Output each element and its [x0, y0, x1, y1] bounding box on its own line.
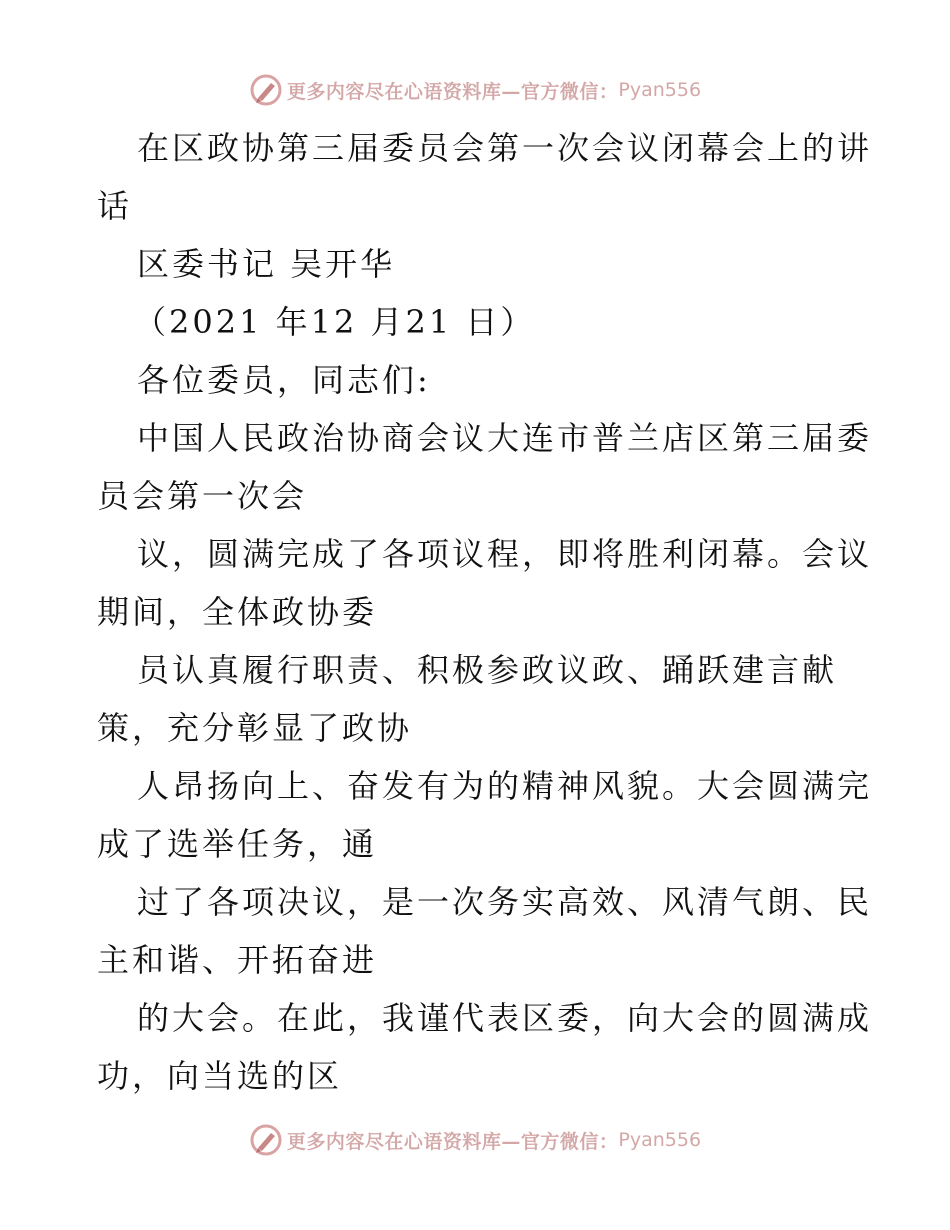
body-line: 员会第一次会: [97, 477, 308, 515]
author-line: 区委书记 吴开华: [137, 245, 396, 283]
body-line: 成了选举任务，通: [97, 825, 378, 863]
body-line: 期间，全体政协委: [97, 593, 378, 631]
body-line: 议，圆满完成了各项议程，即将胜利闭幕。会议: [137, 535, 873, 573]
title-line-2: 话: [97, 187, 133, 225]
watermark-site-text: 更多内容尽在心语资料库—官方微信：: [286, 80, 619, 103]
date-line: （2021 年12 月21 日）: [134, 303, 536, 341]
salutation-line: 各位委员，同志们:: [137, 361, 431, 399]
watermark-wechat-id: Pyan556: [618, 1129, 702, 1151]
body-line: 中国人民政治协商会议大连市普兰店区第三届委: [137, 419, 873, 457]
document-body: [97, 119, 873, 1105]
body-line: 策，充分彰显了政协: [97, 709, 413, 747]
body-line: 的大会。在此，我谨代表区委，向大会的圆满成: [137, 999, 873, 1037]
title-line-1: 在区政协第三届委员会第一次会议闭幕会上的讲: [137, 129, 873, 167]
header-watermark: [0, 70, 950, 110]
body-line: 员认真履行职责、积极参政议政、踊跃建言献: [137, 651, 838, 689]
body-line: 功，向当选的区: [97, 1057, 343, 1095]
body-line: 人昂扬向上、奋发有为的精神风貌。大会圆满完: [137, 767, 873, 805]
watermark-site-text: 更多内容尽在心语资料库—官方微信：: [286, 1130, 619, 1153]
pen-logo-icon: [249, 73, 283, 107]
watermark-wechat-id: Pyan556: [618, 79, 702, 101]
body-line: 主和谐、开拓奋进: [97, 941, 378, 979]
footer-watermark: [0, 1120, 950, 1160]
body-line: 过了各项决议，是一次务实高效、风清气朗、民: [137, 883, 873, 921]
pen-logo-icon: [249, 1123, 283, 1157]
